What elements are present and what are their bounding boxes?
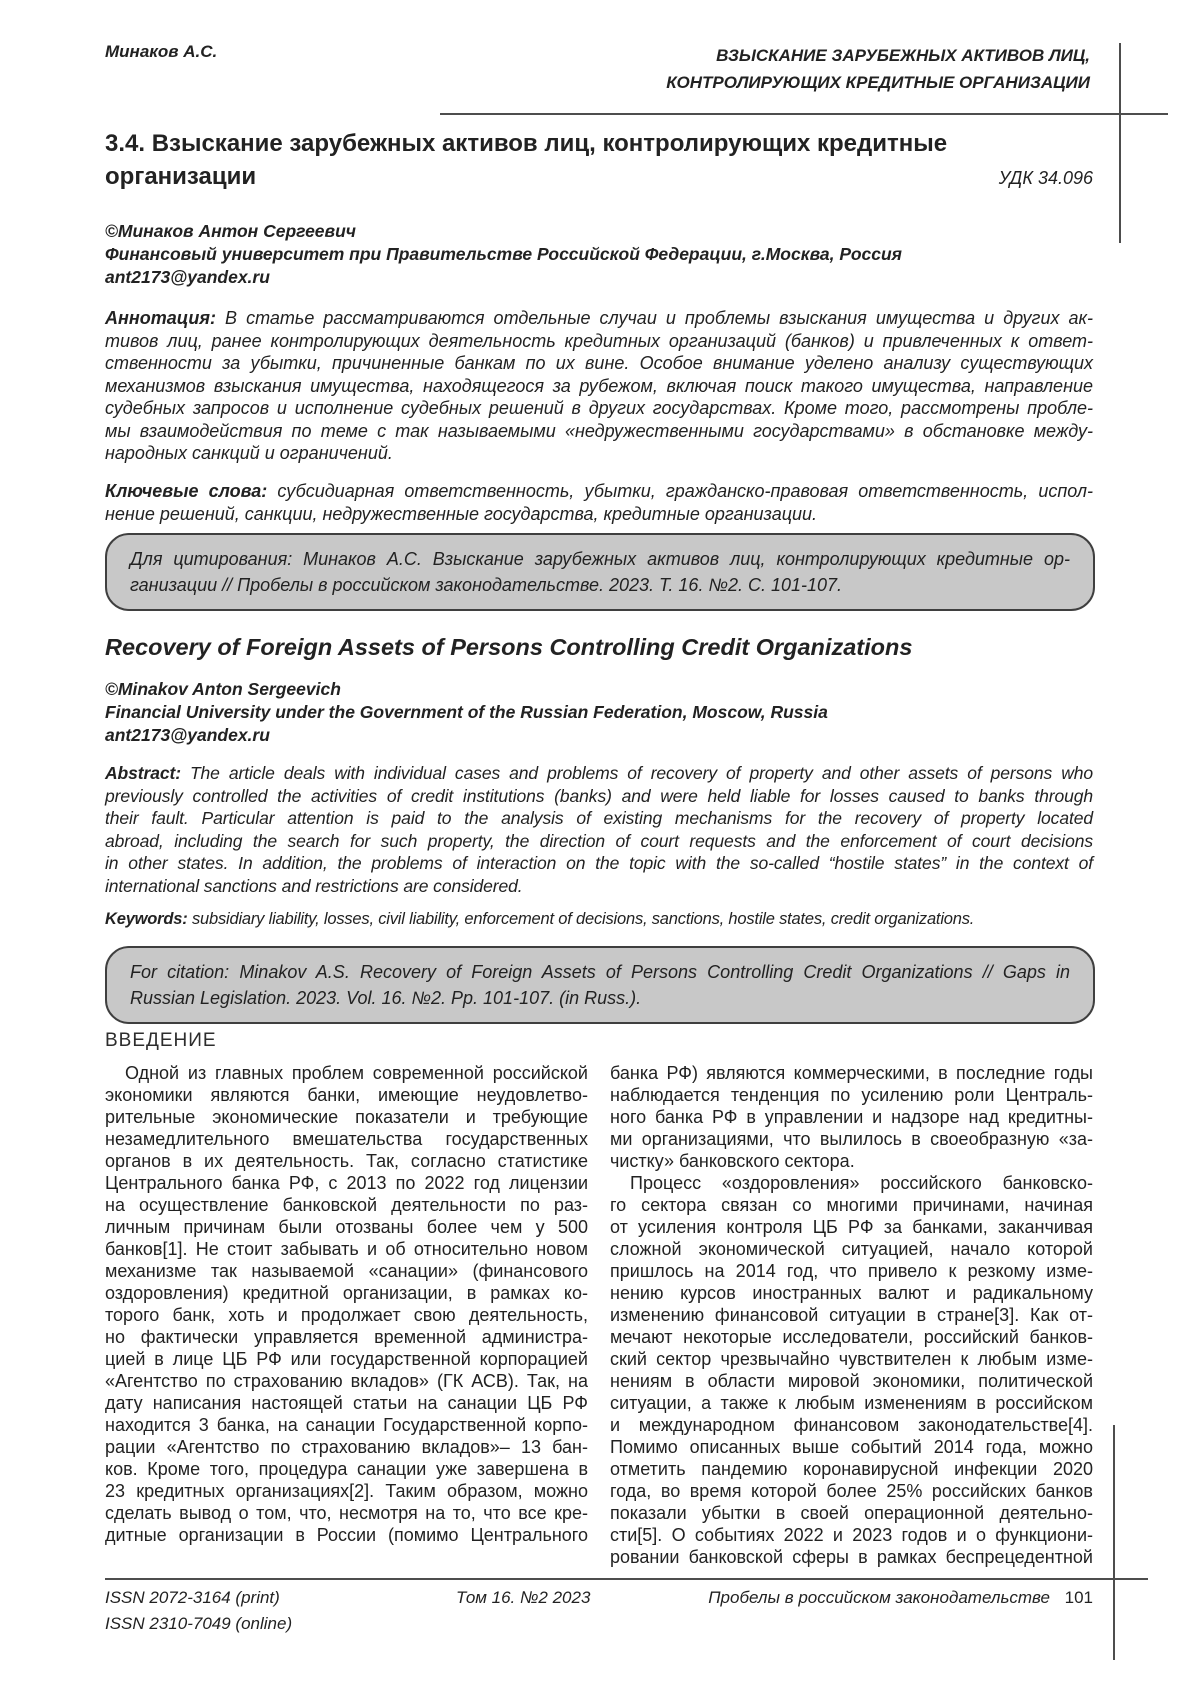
text-line: банков[1]. Не стоит забывать и об относительно новом bbox=[105, 1239, 588, 1259]
section-title-line2-row bbox=[105, 163, 1093, 191]
footer-issn-print: ISSN 2072-3164 (print) bbox=[105, 1588, 280, 1607]
citation-label-ru: Для цитирования: bbox=[130, 549, 293, 569]
text-line: ский сектор чрезвычайно чувствителен к любым изме- bbox=[610, 1349, 1093, 1369]
text-line: Одной из главных проблем современной российской bbox=[125, 1063, 588, 1083]
running-title-line1: ВЗЫСКАНИЕ ЗАРУБЕЖНЫХ АКТИВОВ ЛИЦ, bbox=[716, 46, 1090, 65]
abstract-line: The article deals with individual cases and problems of recovery of property and other assets of persons who bbox=[189, 763, 1093, 783]
keywords-paragraph-en bbox=[105, 910, 1093, 929]
text-line: мы взаимодействия по теме с так называемыми «недружественными государствами» в обстановке между- bbox=[105, 420, 1093, 441]
text-line: наблюдается тенденция по усилению роли Централь- bbox=[610, 1085, 1093, 1105]
footer-journal: Пробелы в российском законодательстве bbox=[708, 1588, 1050, 1607]
text-line: ного банка РФ в управлении и надзоре над кредитны- bbox=[610, 1107, 1093, 1127]
text-line: ганизации // Пробелы в российском законодательстве. 2023. Т. 16. №2. С. 101-107. bbox=[130, 575, 843, 595]
text-line: механизмов взыскания имущества, находящегося за рубежом, включая поиск такого имущества, направление bbox=[105, 375, 1093, 396]
text-line: ровании банковской сферы в рамках беспрецедентной bbox=[610, 1547, 1093, 1567]
text-line: тивов лиц, ранее контролирующих деятельность кредитных организаций (банков) и привлеченных к ответ- bbox=[105, 330, 1093, 351]
email-en: ant2173@yandex.ru bbox=[105, 725, 270, 745]
text-line: органов в их деятельность. Так, согласно статистике bbox=[105, 1151, 588, 1171]
citation-line: Minakov A.S. Recovery of Foreign Assets of Persons Controlling Credit Organizations // Gaps in bbox=[239, 962, 1070, 982]
text-line: Процесс «оздоровления» российского банковско- bbox=[630, 1173, 1093, 1193]
text-line: механизме так называемой «санации» (финансового bbox=[105, 1261, 588, 1281]
text-line: изменению финансовой ситуации в стране[3]. Как от- bbox=[610, 1305, 1093, 1325]
text-line: нениям в области мировой экономики, политической bbox=[610, 1371, 1093, 1391]
text-line: мечают некоторые исследователи, российский банков- bbox=[610, 1327, 1093, 1347]
text-line: го сектора связан со многими причинами, начиная bbox=[610, 1195, 1093, 1215]
text-line: личным причинам были отозваны более чем у 500 bbox=[105, 1217, 588, 1237]
citation-line: Минаков А.С. Взыскание зарубежных активов лиц, контролирующих кредитные ор- bbox=[303, 549, 1070, 569]
text-line: дитные организации в России (помимо Центрального bbox=[105, 1525, 588, 1545]
intro-left-column bbox=[105, 1062, 588, 1546]
text-line: показали убытки в своей операционной деятельно- bbox=[610, 1503, 1093, 1523]
text-line: Помимо описанных выше событий 2014 года, можно bbox=[610, 1437, 1093, 1457]
keywords-line: субсидиарная ответственность, убытки, гражданско-правовая ответственность, испол- bbox=[277, 481, 1094, 501]
running-title-line2: КОНТРОЛИРУЮЩИХ КРЕДИТНЫЕ ОРГАНИЗАЦИИ bbox=[666, 73, 1090, 92]
text-line: народных санкций и ограничений. bbox=[105, 443, 393, 463]
text-line: ков. Кроме того, процедура санации уже завершена в bbox=[105, 1459, 588, 1479]
text-line bbox=[105, 480, 1093, 503]
affiliation-en: Financial University under the Government of the Russian Federation, Moscow, Russia bbox=[105, 702, 828, 722]
text-line: сложной экономической ситуацией, начало которой bbox=[610, 1239, 1093, 1259]
text-line: цией в лице ЦБ РФ или государственной корпорацией bbox=[105, 1349, 588, 1369]
text-line: экономики являются банки, имеющие неудовлетво- bbox=[105, 1085, 588, 1105]
bottom-right-vertical-rule bbox=[1113, 1425, 1115, 1660]
text-line: от усиления контроля ЦБ РФ за банками, заканчивая bbox=[610, 1217, 1093, 1237]
footer-rule bbox=[105, 1578, 1148, 1580]
affiliation-ru: Финансовый университет при Правительстве Российской Федерации, г.Москва, Россия bbox=[105, 244, 902, 264]
keywords-label-ru: Ключевые слова: bbox=[105, 481, 268, 501]
text-line: нению курсов иностранных валют и радикальному bbox=[610, 1283, 1093, 1303]
text-line: «Агентство по страхованию вкладов» (ГК АСВ). Так, на bbox=[105, 1371, 588, 1391]
header-rule bbox=[440, 113, 1168, 115]
text-line: на осуществление банковской деятельности по раз- bbox=[105, 1195, 588, 1215]
citation-box-ru bbox=[105, 533, 1095, 611]
annotation-line: В статье рассматриваются отдельные случаи и проблемы взыскания имущества и других ак- bbox=[225, 308, 1093, 328]
text-line: сти[5]. О событиях 2022 и 2023 годов и о функциони- bbox=[610, 1525, 1093, 1545]
text-line bbox=[130, 546, 1070, 572]
text-line: но фактически управляется временной администра- bbox=[105, 1327, 588, 1347]
text-line: пришлось на 2014 год, что привело к резкому изме- bbox=[610, 1261, 1093, 1281]
top-right-vertical-rule bbox=[1119, 43, 1121, 243]
author-name-en: ©Minakov Anton Sergeevich bbox=[105, 679, 341, 699]
text-line: Russian Legislation. 2023. Vol. 16. №2. Pp. 101-107. (in Russ.). bbox=[130, 988, 642, 1008]
text-line: банка РФ) являются коммерческими, в последние годы bbox=[610, 1063, 1093, 1083]
text-line: their fault. Particular attention is paid to the analysis of existing mechanisms for the recovery of property located bbox=[105, 808, 1093, 828]
text-line: находится 3 банка, на санации Государственной корпо- bbox=[105, 1415, 588, 1435]
text-line: previously controlled the activities of credit institutions (banks) and were held liable for losses caused to banks through bbox=[105, 785, 1093, 806]
abstract-paragraph bbox=[105, 762, 1093, 897]
text-line: 23 кредитных организациях[2]. Таким образом, можно bbox=[105, 1481, 588, 1501]
text-line bbox=[105, 762, 1093, 785]
text-line: ми организациями, что вылилось в своеобразную «за- bbox=[610, 1129, 1093, 1149]
header-author-short: Минаков А.С. bbox=[105, 42, 218, 61]
text-line: in other states. In addition, the problems of interaction on the topic with the so-called “hostile states” in the context of bbox=[105, 853, 1093, 873]
email-ru: ant2173@yandex.ru bbox=[105, 267, 270, 287]
text-line: рительные экономические показатели и требующие bbox=[105, 1107, 588, 1127]
text-line: abroad, including the search for such property, the direction of court requests and the enforcement of court decisions bbox=[105, 830, 1093, 851]
annotation-paragraph bbox=[105, 307, 1093, 465]
udc-label: УДК 34.096 bbox=[998, 168, 1093, 188]
text-line: чистку» банковского сектора. bbox=[610, 1151, 855, 1171]
english-title: Recovery of Foreign Assets of Persons Controlling Credit Organizations bbox=[105, 634, 913, 660]
text-line: сделать вывод о том, что, несмотря на то, что все кре- bbox=[105, 1503, 588, 1523]
introduction-heading: ВВЕДЕНИЕ bbox=[105, 1030, 217, 1051]
running-title bbox=[666, 42, 1090, 96]
section-title-line1: 3.4. Взыскание зарубежных активов лиц, контролирующих кредитные bbox=[105, 130, 948, 157]
text-line: отметить пандемию коронавирусной инфекции 2020 bbox=[610, 1459, 1093, 1479]
text-line: незамедлительного вмешательства государственных bbox=[105, 1129, 588, 1149]
author-block-ru bbox=[105, 220, 1093, 289]
text-line: рации «Агентство по страхованию вкладов»– 13 бан- bbox=[105, 1437, 588, 1457]
intro-right-column bbox=[610, 1062, 1093, 1568]
footer-issn-online: ISSN 2310-7049 (online) bbox=[105, 1614, 293, 1633]
text-line: Центрального банка РФ, с 2013 по 2022 год лицензии bbox=[105, 1173, 588, 1193]
keywords-text-en: subsidiary liability, losses, civil liability, enforcement of decisions, sanctions, hostile states, credit organizations. bbox=[191, 910, 975, 928]
citation-label-en: For citation: bbox=[130, 962, 230, 982]
text-line: судебных запросов и исполнение судебных решений в других государствах. Кроме того, рассмотрены пробле- bbox=[105, 398, 1093, 418]
text-line: торого банк, хоть и продолжает свою деятельность, bbox=[105, 1305, 588, 1325]
text-line: оздоровления) кредитной организации, в рамках ко- bbox=[105, 1283, 588, 1303]
author-name-ru: ©Минаков Антон Сергеевич bbox=[105, 221, 357, 241]
annotation-label: Аннотация: bbox=[105, 308, 216, 328]
footer-volume: Том 16. №2 2023 bbox=[456, 1588, 591, 1607]
text-line: дату написания настоящей статьи на санации ЦБ РФ bbox=[105, 1393, 588, 1413]
text-line: international sanctions and restrictions are considered. bbox=[105, 875, 523, 896]
abstract-label: Abstract: bbox=[105, 763, 181, 783]
text-line: года, во время которой более 25% российских банков bbox=[610, 1481, 1093, 1501]
text-line bbox=[105, 307, 1093, 330]
text-line bbox=[130, 959, 1070, 985]
text-line: и международном финансовом законодательстве[4]. bbox=[610, 1415, 1093, 1435]
keywords-label-en: Keywords: bbox=[105, 910, 188, 928]
text-line: нение решений, санкции, недружественные государства, кредитные организации. bbox=[105, 503, 818, 524]
text-line: ственности за убытки, причиненные банкам по их вине. Особое внимание уделено анализу существующих bbox=[105, 353, 1093, 373]
keywords-paragraph-ru bbox=[105, 480, 1093, 525]
section-title-line2: организации bbox=[105, 163, 257, 190]
text-line: ситуации, а также к любым изменениям в российском bbox=[610, 1393, 1093, 1413]
footer-page-number: 101 bbox=[1064, 1588, 1093, 1607]
author-block-en bbox=[105, 678, 1093, 747]
citation-box-en bbox=[105, 946, 1095, 1024]
